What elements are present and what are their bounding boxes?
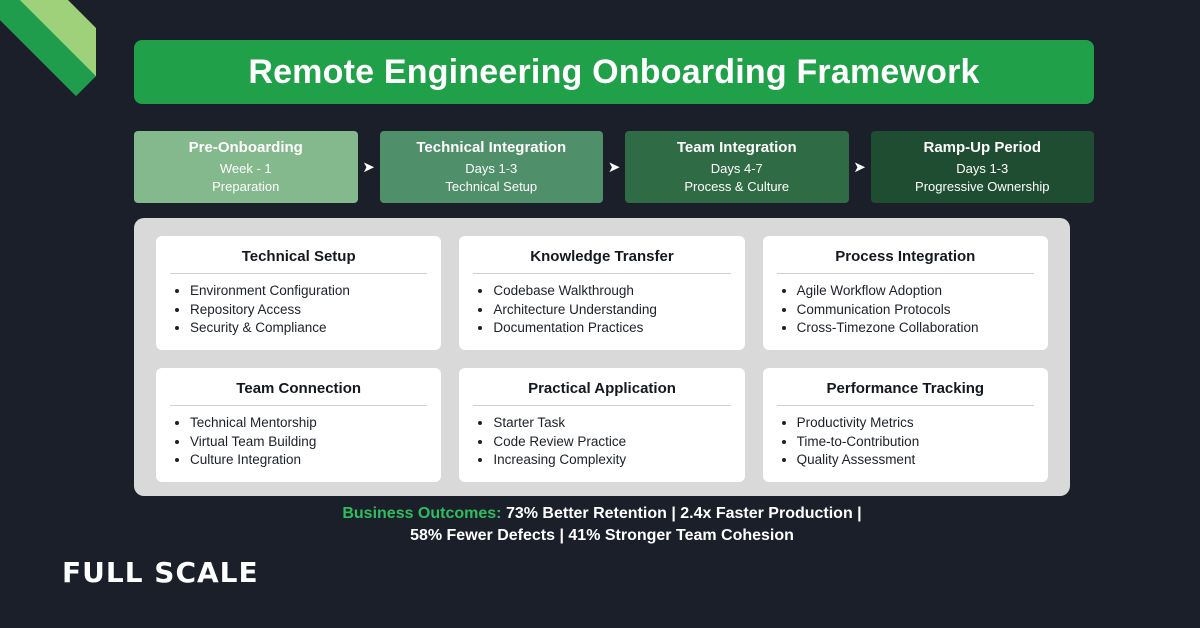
module-item-list bbox=[170, 414, 427, 470]
list-item: • Security & Compliance bbox=[190, 319, 427, 338]
outcomes-line-2: 58% Fewer Defects | 41% Stronger Team Cohesion bbox=[410, 527, 794, 545]
page-title: Remote Engineering Onboarding Framework bbox=[248, 52, 980, 91]
module-item-list bbox=[777, 282, 1034, 338]
list-item: • Code Review Practice bbox=[493, 433, 730, 452]
phase-focus: Progressive Ownership bbox=[915, 178, 1050, 194]
module-title: Knowledge Transfer bbox=[473, 248, 730, 274]
module-item-list bbox=[473, 282, 730, 338]
list-item: • Quality Assessment bbox=[797, 451, 1034, 470]
arrow-right-icon-1: ➤ bbox=[362, 159, 375, 176]
module-title: Technical Setup bbox=[170, 248, 427, 274]
list-item: • Time-to-Contribution bbox=[797, 433, 1034, 452]
phase-timeframe: Days 1-3 bbox=[465, 160, 518, 176]
phase-timeframe: Week - 1 bbox=[219, 160, 272, 176]
list-item: • Productivity Metrics bbox=[797, 414, 1034, 433]
module-card-practical-application[interactable] bbox=[459, 368, 744, 482]
module-item-list bbox=[473, 414, 730, 470]
module-card-technical-setup[interactable] bbox=[156, 236, 441, 350]
list-item: • Starter Task bbox=[493, 414, 730, 433]
company-logo: FULL SCALE bbox=[62, 556, 259, 589]
phase-title: Pre-Onboarding bbox=[188, 138, 303, 156]
phase-timeframe: Days 1-3 bbox=[956, 160, 1009, 176]
list-item: • Documentation Practices bbox=[493, 319, 730, 338]
phase-focus: Technical Setup bbox=[445, 178, 538, 194]
phase-card-pre-onboarding[interactable] bbox=[134, 131, 358, 203]
phase-card-ramp-up-period[interactable] bbox=[871, 131, 1095, 203]
module-title: Performance Tracking bbox=[777, 380, 1034, 406]
phase-focus: Process & Culture bbox=[684, 178, 790, 194]
module-title: Process Integration bbox=[777, 248, 1034, 274]
list-item: • Technical Mentorship bbox=[190, 414, 427, 433]
list-item: • Architecture Understanding bbox=[493, 301, 730, 320]
list-item: • Increasing Complexity bbox=[493, 451, 730, 470]
module-card-performance-tracking[interactable] bbox=[763, 368, 1048, 482]
phase-title: Team Integration bbox=[676, 138, 797, 156]
phase-timeline bbox=[134, 131, 1094, 203]
module-card-team-connection[interactable] bbox=[156, 368, 441, 482]
list-item: • Agile Workflow Adoption bbox=[797, 282, 1034, 301]
modules-grid bbox=[156, 236, 1048, 478]
module-item-list bbox=[170, 282, 427, 338]
list-item: • Environment Configuration bbox=[190, 282, 427, 301]
modules-panel bbox=[134, 218, 1070, 496]
corner-accent-mark bbox=[0, 0, 96, 96]
list-item: • Cross-Timezone Collaboration bbox=[797, 319, 1034, 338]
list-item: • Repository Access bbox=[190, 301, 427, 320]
title-banner bbox=[134, 40, 1094, 104]
module-card-process-integration[interactable] bbox=[763, 236, 1048, 350]
outcomes-line-1: 73% Better Retention | 2.4x Faster Production | bbox=[501, 505, 862, 522]
phase-title: Technical Integration bbox=[416, 138, 567, 156]
module-title: Practical Application bbox=[473, 380, 730, 406]
phase-timeframe: Days 4-7 bbox=[710, 160, 763, 176]
outcomes-label: Business Outcomes: bbox=[342, 505, 502, 522]
phase-title: Ramp-Up Period bbox=[923, 138, 1041, 156]
arrow-right-icon-2: ➤ bbox=[607, 159, 621, 176]
list-item: • Virtual Team Building bbox=[190, 433, 427, 452]
module-item-list bbox=[777, 414, 1034, 470]
phase-focus: Preparation bbox=[212, 178, 280, 194]
list-item: • Culture Integration bbox=[190, 451, 427, 470]
phase-card-team-integration[interactable] bbox=[625, 131, 849, 203]
phase-card-technical-integration[interactable] bbox=[380, 131, 604, 203]
module-card-knowledge-transfer[interactable] bbox=[459, 236, 744, 350]
module-title: Team Connection bbox=[170, 380, 427, 406]
list-item: • Codebase Walkthrough bbox=[493, 282, 730, 301]
list-item: • Communication Protocols bbox=[797, 301, 1034, 320]
business-outcomes bbox=[134, 503, 1070, 547]
arrow-right-icon-3: ➤ bbox=[853, 159, 866, 176]
